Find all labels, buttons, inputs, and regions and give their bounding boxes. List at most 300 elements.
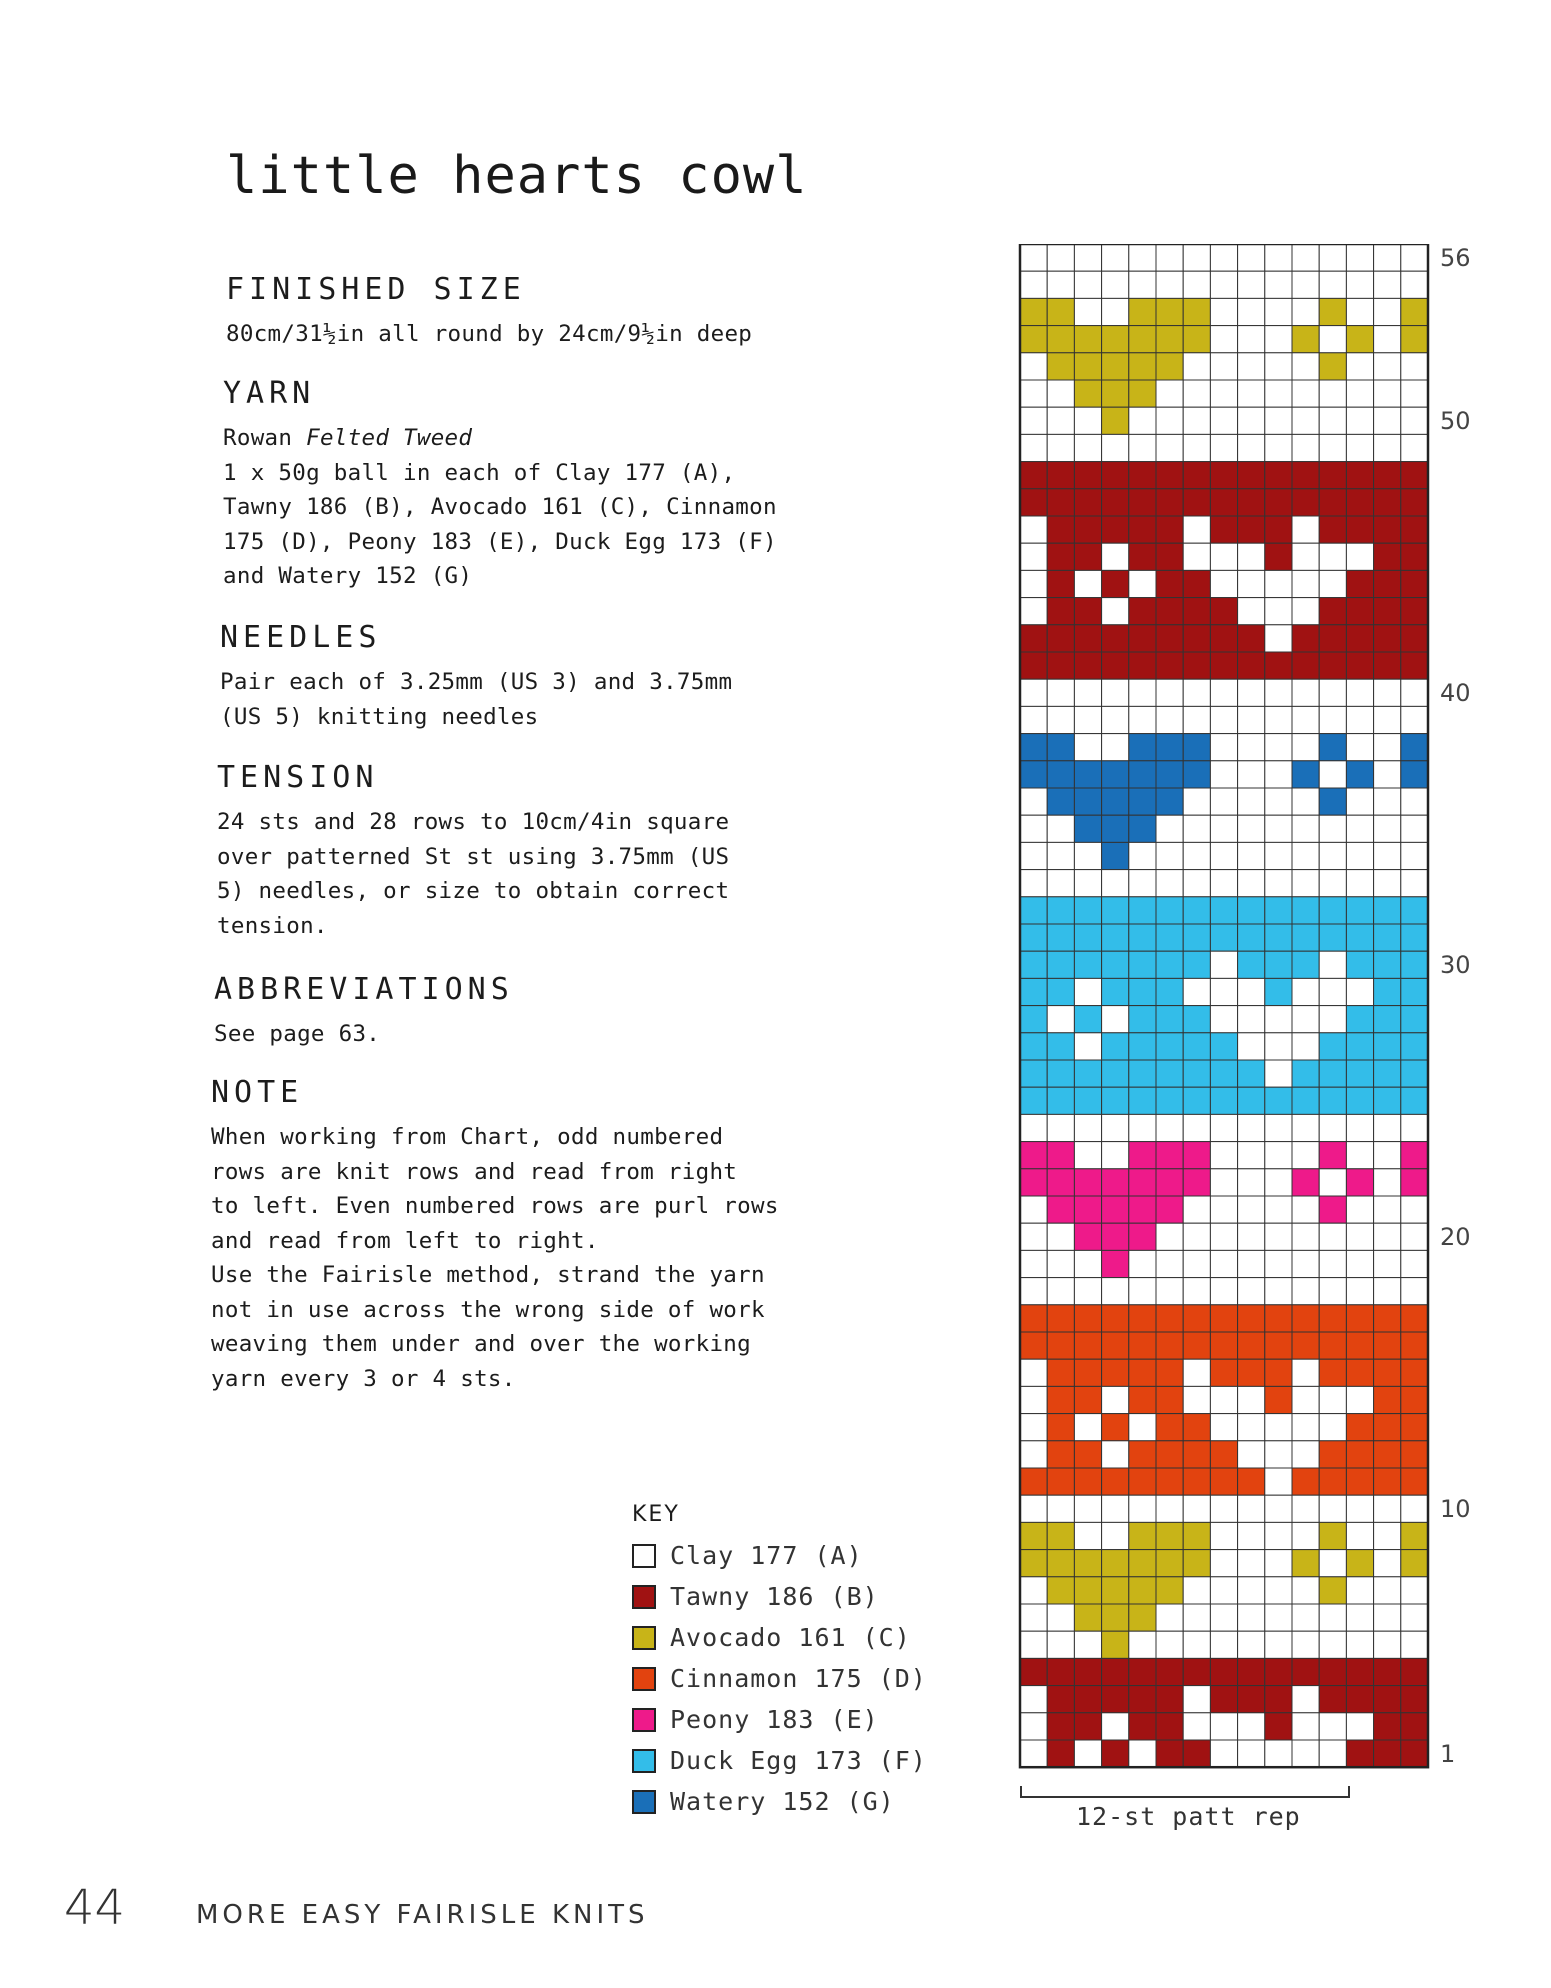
chart-stitch bbox=[1346, 679, 1373, 706]
chart-stitch bbox=[1156, 1305, 1183, 1332]
chart-stitch bbox=[1102, 516, 1129, 543]
chart-stitch bbox=[1183, 380, 1210, 407]
chart-stitch bbox=[1374, 1604, 1401, 1631]
chart-stitch bbox=[1102, 951, 1129, 978]
chart-stitch bbox=[1047, 761, 1074, 788]
chart-stitch bbox=[1129, 1006, 1156, 1033]
chart-stitch bbox=[1074, 1713, 1101, 1740]
chart-stitch bbox=[1020, 271, 1047, 298]
chart-stitch bbox=[1102, 1441, 1129, 1468]
chart-stitch bbox=[1020, 434, 1047, 461]
chart-stitch bbox=[1210, 1278, 1237, 1305]
chart-stitch bbox=[1292, 1495, 1319, 1522]
chart-stitch bbox=[1102, 244, 1129, 271]
chart-stitch bbox=[1401, 1033, 1428, 1060]
chart-stitch bbox=[1238, 1114, 1265, 1141]
section-abbreviations bbox=[214, 972, 834, 1052]
section-line: tension. bbox=[217, 912, 328, 939]
chart-stitch bbox=[1129, 870, 1156, 897]
chart-stitch bbox=[1319, 625, 1346, 652]
chart-stitch bbox=[1238, 244, 1265, 271]
swatch-icon bbox=[632, 1749, 656, 1773]
chart-stitch bbox=[1183, 1223, 1210, 1250]
chart-stitch bbox=[1102, 1223, 1129, 1250]
chart-stitch bbox=[1156, 434, 1183, 461]
chart-stitch bbox=[1292, 298, 1319, 325]
chart-stitch bbox=[1401, 326, 1428, 353]
chart-stitch bbox=[1346, 706, 1373, 733]
chart-stitch bbox=[1319, 1332, 1346, 1359]
chart-stitch bbox=[1238, 1278, 1265, 1305]
chart-stitch bbox=[1020, 353, 1047, 380]
chart-stitch bbox=[1156, 570, 1183, 597]
chart-stitch bbox=[1401, 1550, 1428, 1577]
chart-stitch bbox=[1210, 761, 1237, 788]
chart-stitch bbox=[1210, 489, 1237, 516]
chart-stitch bbox=[1238, 1522, 1265, 1549]
chart-stitch bbox=[1183, 271, 1210, 298]
chart-stitch bbox=[1156, 679, 1183, 706]
chart-stitch bbox=[1374, 1550, 1401, 1577]
chart-stitch bbox=[1292, 1386, 1319, 1413]
chart-stitch bbox=[1183, 1278, 1210, 1305]
chart-stitch bbox=[1265, 380, 1292, 407]
chart-stitch bbox=[1401, 1414, 1428, 1441]
chart-stitch bbox=[1020, 1522, 1047, 1549]
chart-stitch bbox=[1374, 598, 1401, 625]
chart-stitch bbox=[1129, 625, 1156, 652]
chart-stitch bbox=[1265, 1522, 1292, 1549]
chart-stitch bbox=[1047, 1033, 1074, 1060]
chart-stitch bbox=[1020, 1604, 1047, 1631]
chart-stitch bbox=[1346, 598, 1373, 625]
chart-stitch bbox=[1210, 1414, 1237, 1441]
chart-stitch bbox=[1292, 1087, 1319, 1114]
repeat-bracket bbox=[1020, 1786, 1350, 1798]
chart-stitch bbox=[1401, 706, 1428, 733]
chart-stitch bbox=[1210, 434, 1237, 461]
chart-stitch bbox=[1401, 1522, 1428, 1549]
chart-stitch bbox=[1265, 598, 1292, 625]
chart-stitch bbox=[1074, 598, 1101, 625]
section-line: 80cm/31½in all round by 24cm/9½in deep bbox=[226, 321, 753, 347]
section-finished-size bbox=[226, 272, 846, 352]
chart-stitch bbox=[1183, 1740, 1210, 1767]
chart-stitch bbox=[1401, 434, 1428, 461]
chart-stitch bbox=[1183, 842, 1210, 869]
chart-stitch bbox=[1292, 706, 1319, 733]
chart-stitch bbox=[1292, 462, 1319, 489]
chart-stitch bbox=[1265, 652, 1292, 679]
chart-stitch bbox=[1319, 652, 1346, 679]
chart-stitch bbox=[1265, 897, 1292, 924]
chart-stitch bbox=[1374, 1631, 1401, 1658]
chart-stitch bbox=[1129, 298, 1156, 325]
chart-stitch bbox=[1102, 271, 1129, 298]
chart-stitch bbox=[1047, 706, 1074, 733]
chart-stitch bbox=[1346, 1468, 1373, 1495]
chart-stitch bbox=[1401, 1604, 1428, 1631]
chart-stitch bbox=[1074, 897, 1101, 924]
chart-stitch bbox=[1346, 761, 1373, 788]
chart-stitch bbox=[1102, 1577, 1129, 1604]
chart-stitch bbox=[1238, 978, 1265, 1005]
chart-stitch bbox=[1074, 652, 1101, 679]
chart-stitch bbox=[1047, 244, 1074, 271]
chart-stitch bbox=[1183, 1087, 1210, 1114]
chart-stitch bbox=[1401, 842, 1428, 869]
chart-stitch bbox=[1292, 1060, 1319, 1087]
chart-stitch bbox=[1047, 1577, 1074, 1604]
chart-stitch bbox=[1047, 1060, 1074, 1087]
chart-stitch bbox=[1265, 1142, 1292, 1169]
chart-stitch bbox=[1129, 1332, 1156, 1359]
chart-stitch bbox=[1401, 1169, 1428, 1196]
chart-stitch bbox=[1346, 1359, 1373, 1386]
chart-stitch bbox=[1102, 1196, 1129, 1223]
chart-stitch bbox=[1346, 924, 1373, 951]
chart-stitch bbox=[1238, 298, 1265, 325]
chart-stitch bbox=[1210, 1087, 1237, 1114]
chart-stitch bbox=[1265, 1223, 1292, 1250]
chart-stitch bbox=[1319, 870, 1346, 897]
chart-stitch bbox=[1401, 1441, 1428, 1468]
chart-stitch bbox=[1265, 1604, 1292, 1631]
chart-stitch bbox=[1346, 625, 1373, 652]
chart-stitch bbox=[1047, 1713, 1074, 1740]
chart-stitch bbox=[1102, 625, 1129, 652]
chart-stitch bbox=[1156, 462, 1183, 489]
chart-stitch bbox=[1129, 516, 1156, 543]
chart-stitch bbox=[1292, 1468, 1319, 1495]
chart-stitch bbox=[1346, 570, 1373, 597]
chart-stitch bbox=[1292, 924, 1319, 951]
chart-stitch bbox=[1129, 897, 1156, 924]
chart-stitch bbox=[1319, 1060, 1346, 1087]
chart-stitch bbox=[1020, 1686, 1047, 1713]
chart-stitch bbox=[1265, 434, 1292, 461]
chart-stitch bbox=[1374, 516, 1401, 543]
chart-stitch bbox=[1238, 380, 1265, 407]
chart-stitch bbox=[1047, 1658, 1074, 1685]
chart-stitch bbox=[1265, 516, 1292, 543]
chart-stitch bbox=[1210, 353, 1237, 380]
chart-stitch bbox=[1319, 1250, 1346, 1277]
chart-stitch bbox=[1129, 489, 1156, 516]
chart-stitch bbox=[1074, 271, 1101, 298]
chart-stitch bbox=[1210, 1033, 1237, 1060]
chart-stitch bbox=[1292, 951, 1319, 978]
chart-stitch bbox=[1047, 462, 1074, 489]
chart-stitch bbox=[1156, 625, 1183, 652]
chart-stitch bbox=[1102, 407, 1129, 434]
chart-stitch bbox=[1265, 353, 1292, 380]
chart-stitch bbox=[1074, 244, 1101, 271]
chart-stitch bbox=[1183, 1169, 1210, 1196]
chart-stitch bbox=[1292, 434, 1319, 461]
chart-stitch bbox=[1183, 1495, 1210, 1522]
chart-stitch bbox=[1265, 326, 1292, 353]
chart-stitch bbox=[1074, 1169, 1101, 1196]
chart-stitch bbox=[1047, 1196, 1074, 1223]
chart-stitch bbox=[1074, 679, 1101, 706]
chart-stitch bbox=[1319, 1359, 1346, 1386]
chart-stitch bbox=[1183, 1550, 1210, 1577]
chart-stitch bbox=[1346, 1441, 1373, 1468]
chart-stitch bbox=[1183, 1631, 1210, 1658]
chart-stitch bbox=[1292, 1006, 1319, 1033]
chart-stitch bbox=[1265, 1250, 1292, 1277]
chart-stitch bbox=[1102, 1604, 1129, 1631]
chart-stitch bbox=[1319, 1550, 1346, 1577]
chart-stitch bbox=[1346, 652, 1373, 679]
chart-stitch bbox=[1210, 1604, 1237, 1631]
chart-stitch bbox=[1374, 462, 1401, 489]
chart-stitch bbox=[1102, 815, 1129, 842]
chart-stitch bbox=[1238, 1169, 1265, 1196]
chart-stitch bbox=[1265, 570, 1292, 597]
chart-stitch bbox=[1346, 1386, 1373, 1413]
chart-stitch bbox=[1129, 706, 1156, 733]
chart-stitch bbox=[1292, 815, 1319, 842]
chart-stitch bbox=[1156, 1006, 1183, 1033]
chart-stitch bbox=[1292, 625, 1319, 652]
chart-stitch bbox=[1102, 897, 1129, 924]
chart-stitch bbox=[1265, 1278, 1292, 1305]
chart-stitch bbox=[1319, 924, 1346, 951]
chart-stitch bbox=[1319, 298, 1346, 325]
chart-stitch bbox=[1319, 1468, 1346, 1495]
chart-stitch bbox=[1401, 407, 1428, 434]
chart-stitch bbox=[1129, 1359, 1156, 1386]
chart-stitch bbox=[1183, 706, 1210, 733]
chart-stitch bbox=[1346, 434, 1373, 461]
chart-stitch bbox=[1238, 788, 1265, 815]
chart-stitch bbox=[1210, 1060, 1237, 1087]
chart-stitch bbox=[1238, 1631, 1265, 1658]
chart-stitch bbox=[1074, 815, 1101, 842]
chart-stitch bbox=[1102, 1006, 1129, 1033]
chart-stitch bbox=[1319, 1196, 1346, 1223]
chart-stitch bbox=[1047, 1495, 1074, 1522]
chart-stitch bbox=[1074, 1332, 1101, 1359]
row-number-label: 1 bbox=[1440, 1739, 1456, 1768]
chart-stitch bbox=[1374, 1250, 1401, 1277]
chart-stitch bbox=[1074, 434, 1101, 461]
chart-stitch bbox=[1319, 570, 1346, 597]
section-note bbox=[211, 1075, 831, 1396]
chart-stitch bbox=[1129, 1223, 1156, 1250]
chart-stitch bbox=[1210, 462, 1237, 489]
chart-stitch bbox=[1319, 353, 1346, 380]
chart-stitch bbox=[1102, 1631, 1129, 1658]
chart-stitch bbox=[1074, 1033, 1101, 1060]
row-number-label: 20 bbox=[1440, 1222, 1471, 1251]
chart-stitch bbox=[1183, 1658, 1210, 1685]
chart-stitch bbox=[1238, 1441, 1265, 1468]
chart-stitch bbox=[1346, 1087, 1373, 1114]
chart-stitch bbox=[1183, 1604, 1210, 1631]
page-number: 44 bbox=[64, 1880, 126, 1936]
chart-stitch bbox=[1238, 434, 1265, 461]
section-yarn bbox=[223, 376, 843, 594]
chart-stitch bbox=[1102, 1414, 1129, 1441]
chart-stitch bbox=[1020, 1169, 1047, 1196]
chart-stitch bbox=[1129, 1169, 1156, 1196]
chart-stitch bbox=[1020, 1196, 1047, 1223]
chart-stitch bbox=[1020, 842, 1047, 869]
chart-stitch bbox=[1074, 1495, 1101, 1522]
chart-stitch bbox=[1319, 598, 1346, 625]
chart-stitch bbox=[1238, 1033, 1265, 1060]
chart-stitch bbox=[1020, 870, 1047, 897]
chart-stitch bbox=[1047, 353, 1074, 380]
chart-stitch bbox=[1319, 788, 1346, 815]
chart-stitch bbox=[1102, 1550, 1129, 1577]
chart-stitch bbox=[1265, 1305, 1292, 1332]
chart-stitch bbox=[1210, 598, 1237, 625]
chart-stitch bbox=[1238, 951, 1265, 978]
chart-stitch bbox=[1102, 1495, 1129, 1522]
chart-stitch bbox=[1238, 1359, 1265, 1386]
chart-stitch bbox=[1210, 1359, 1237, 1386]
chart-stitch bbox=[1210, 1223, 1237, 1250]
section-line: 5) needles, or size to obtain correct bbox=[217, 878, 730, 904]
chart-stitch bbox=[1129, 1577, 1156, 1604]
chart-stitch bbox=[1156, 1386, 1183, 1413]
section-line: yarn every 3 or 4 sts. bbox=[211, 1365, 516, 1392]
chart-stitch bbox=[1102, 353, 1129, 380]
chart-stitch bbox=[1020, 1060, 1047, 1087]
chart-stitch bbox=[1265, 298, 1292, 325]
chart-stitch bbox=[1020, 1631, 1047, 1658]
chart-stitch bbox=[1401, 1740, 1428, 1767]
chart-stitch bbox=[1183, 1250, 1210, 1277]
chart-stitch bbox=[1319, 1577, 1346, 1604]
chart-stitch bbox=[1265, 1658, 1292, 1685]
chart-stitch bbox=[1156, 489, 1183, 516]
key-item-clay bbox=[632, 1535, 927, 1576]
key-label: Duck Egg 173 (F) bbox=[670, 1746, 927, 1775]
chart-stitch bbox=[1210, 1495, 1237, 1522]
chart-stitch bbox=[1265, 1740, 1292, 1767]
chart-stitch bbox=[1156, 1169, 1183, 1196]
chart-stitch bbox=[1129, 543, 1156, 570]
chart-stitch bbox=[1074, 924, 1101, 951]
knitting-chart bbox=[1000, 244, 1508, 1775]
chart-stitch bbox=[1292, 326, 1319, 353]
chart-stitch bbox=[1210, 815, 1237, 842]
chart-stitch bbox=[1102, 598, 1129, 625]
chart-stitch bbox=[1346, 543, 1373, 570]
section-heading: YARN bbox=[223, 376, 316, 411]
chart-stitch bbox=[1374, 434, 1401, 461]
chart-stitch bbox=[1047, 407, 1074, 434]
chart-stitch bbox=[1074, 1060, 1101, 1087]
chart-stitch bbox=[1074, 353, 1101, 380]
chart-stitch bbox=[1374, 407, 1401, 434]
chart-stitch bbox=[1047, 815, 1074, 842]
chart-stitch bbox=[1210, 1468, 1237, 1495]
chart-stitch bbox=[1346, 1006, 1373, 1033]
chart-stitch bbox=[1047, 543, 1074, 570]
chart-stitch bbox=[1374, 1278, 1401, 1305]
chart-stitch bbox=[1319, 1686, 1346, 1713]
chart-stitch bbox=[1156, 1223, 1183, 1250]
chart-stitch bbox=[1102, 1114, 1129, 1141]
chart-stitch bbox=[1238, 489, 1265, 516]
chart-stitch bbox=[1265, 870, 1292, 897]
chart-stitch bbox=[1183, 434, 1210, 461]
chart-stitch bbox=[1374, 870, 1401, 897]
chart-stitch bbox=[1265, 1386, 1292, 1413]
chart-stitch bbox=[1319, 1604, 1346, 1631]
chart-stitch bbox=[1374, 842, 1401, 869]
chart-stitch bbox=[1156, 1196, 1183, 1223]
chart-stitch bbox=[1292, 1522, 1319, 1549]
chart-stitch bbox=[1265, 1169, 1292, 1196]
chart-stitch bbox=[1401, 1468, 1428, 1495]
chart-stitch bbox=[1346, 462, 1373, 489]
repeat-label: 12-st patt rep bbox=[1076, 1802, 1301, 1831]
chart-stitch bbox=[1183, 1386, 1210, 1413]
key-label: Peony 183 (E) bbox=[670, 1705, 879, 1734]
chart-stitch bbox=[1265, 978, 1292, 1005]
chart-stitch bbox=[1265, 1713, 1292, 1740]
chart-stitch bbox=[1374, 570, 1401, 597]
chart-stitch bbox=[1210, 516, 1237, 543]
chart-stitch bbox=[1401, 625, 1428, 652]
chart-stitch bbox=[1047, 1169, 1074, 1196]
chart-stitch bbox=[1047, 924, 1074, 951]
book-title: MORE EASY FAIRISLE KNITS bbox=[196, 1900, 649, 1930]
row-number-label: 40 bbox=[1440, 678, 1471, 707]
chart-stitch bbox=[1102, 1060, 1129, 1087]
chart-stitch bbox=[1292, 1740, 1319, 1767]
chart-stitch bbox=[1129, 1305, 1156, 1332]
chart-stitch bbox=[1319, 734, 1346, 761]
chart-stitch bbox=[1183, 1196, 1210, 1223]
chart-stitch bbox=[1156, 244, 1183, 271]
chart-stitch bbox=[1292, 1278, 1319, 1305]
chart-stitch bbox=[1156, 326, 1183, 353]
chart-stitch bbox=[1074, 951, 1101, 978]
chart-stitch bbox=[1374, 1359, 1401, 1386]
yarn-name: Felted Tweed bbox=[306, 425, 473, 451]
chart-stitch bbox=[1346, 870, 1373, 897]
chart-stitch bbox=[1265, 924, 1292, 951]
chart-stitch bbox=[1401, 652, 1428, 679]
chart-stitch bbox=[1319, 462, 1346, 489]
chart-stitch bbox=[1183, 978, 1210, 1005]
chart-stitch bbox=[1210, 1386, 1237, 1413]
chart-stitch bbox=[1292, 1414, 1319, 1441]
chart-stitch bbox=[1346, 1033, 1373, 1060]
chart-stitch bbox=[1265, 951, 1292, 978]
chart-stitch bbox=[1183, 1414, 1210, 1441]
chart-stitch bbox=[1238, 516, 1265, 543]
chart-stitch bbox=[1074, 870, 1101, 897]
chart-stitch bbox=[1292, 1305, 1319, 1332]
chart-stitch bbox=[1346, 842, 1373, 869]
row-number-label: 50 bbox=[1440, 406, 1471, 435]
chart-stitch bbox=[1129, 1278, 1156, 1305]
chart-stitch bbox=[1238, 1468, 1265, 1495]
chart-stitch bbox=[1401, 1278, 1428, 1305]
chart-stitch bbox=[1183, 462, 1210, 489]
chart-stitch bbox=[1265, 1495, 1292, 1522]
chart-stitch bbox=[1374, 652, 1401, 679]
